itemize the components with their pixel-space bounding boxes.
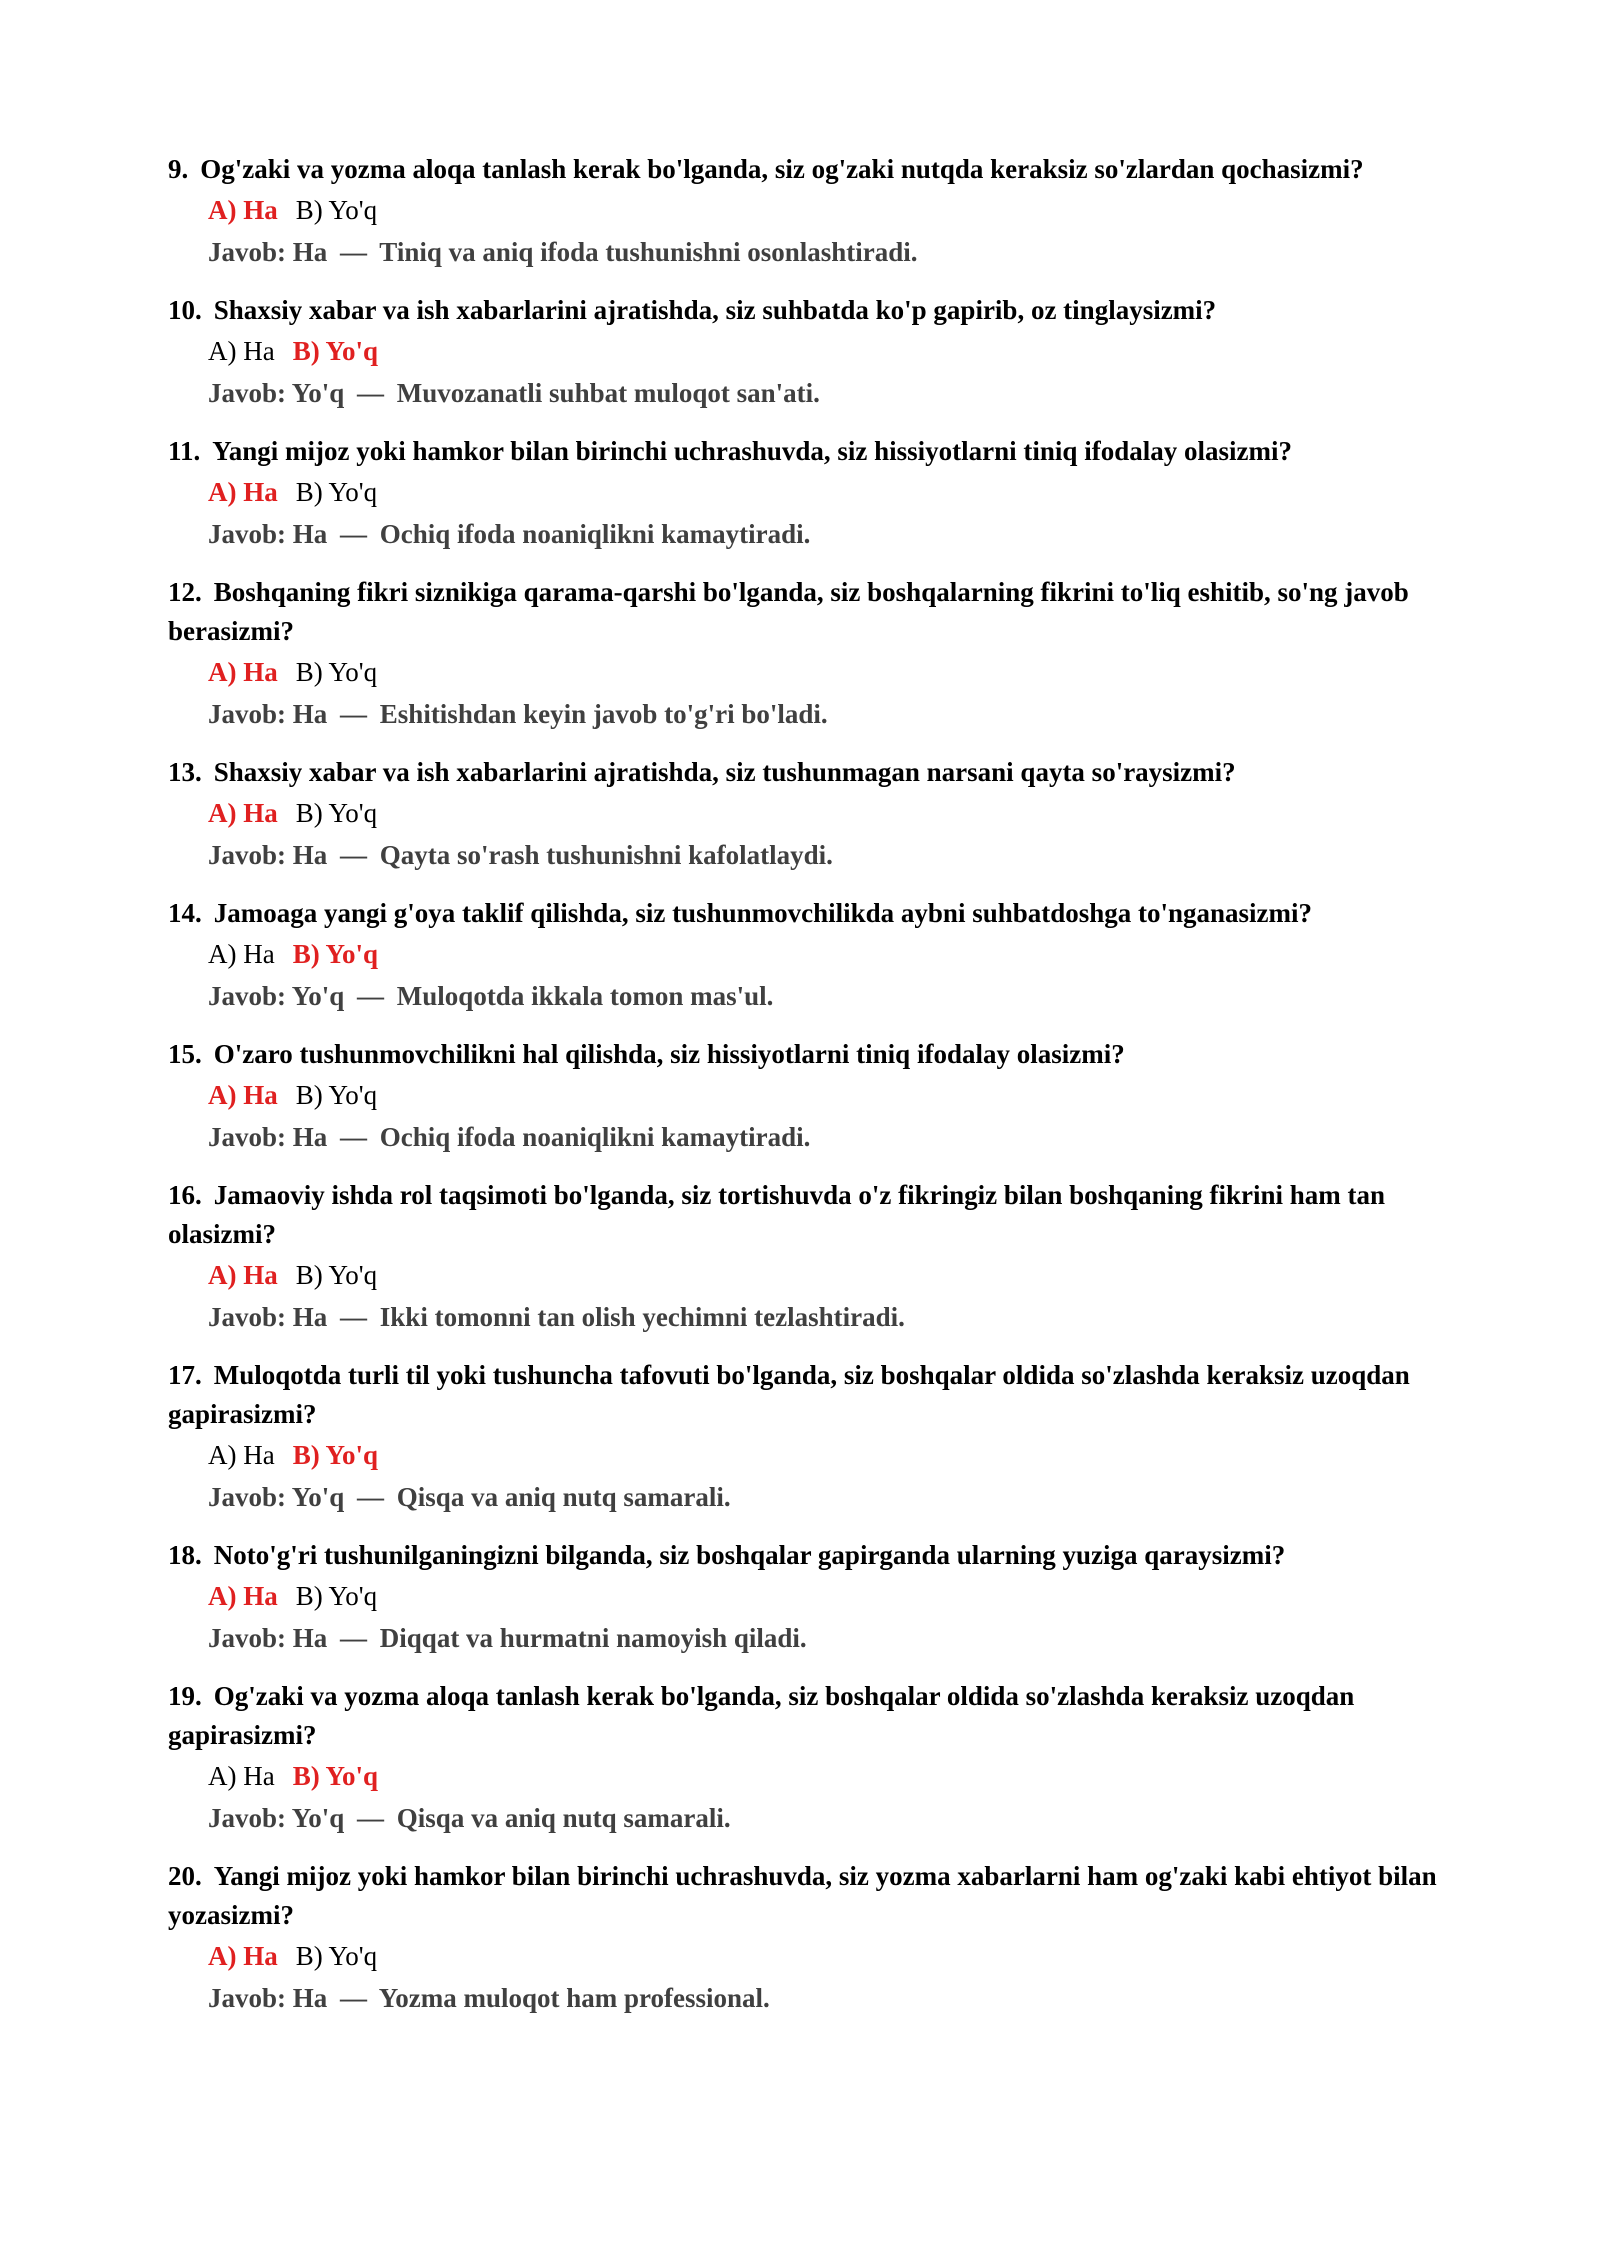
answer-value: Yo'q — [291, 1803, 345, 1833]
question-body: Muloqotda turli til yoki tushuncha tafovuti bo'lganda, siz boshqalar oldida so'zlashda keraksiz uzoqdan gapirasizmi? — [168, 1360, 1410, 1429]
answer-options — [208, 1074, 1458, 1116]
answer-line — [208, 693, 1458, 735]
answer-line — [208, 231, 1458, 273]
option-correct: B) Yo'q — [292, 1761, 379, 1791]
answer-options — [208, 1575, 1458, 1617]
answer-line — [208, 1476, 1458, 1518]
question-item — [168, 1536, 1458, 1659]
option-correct: A) Ha — [208, 477, 278, 507]
answer-prefix: Javob: — [208, 378, 287, 408]
answer-line — [208, 372, 1458, 414]
question-body: Jamaoviy ishda rol taqsimoti bo'lganda, siz tortishuvda o'z fikringiz bilan boshqaning fikrini ham tan olasizmi? — [168, 1180, 1385, 1249]
answer-value: Yo'q — [291, 981, 345, 1011]
question-text — [168, 894, 1458, 933]
answer-prefix: Javob: — [208, 840, 287, 870]
answer-value: Ha — [292, 699, 328, 729]
question-body: Og'zaki va yozma aloqa tanlash kerak bo'lganda, siz boshqalar oldida so'zlashda keraksiz uzoqdan gapirasizmi? — [168, 1681, 1355, 1750]
question-number: 9. — [168, 154, 189, 184]
answer-dash: — — [340, 519, 368, 549]
question-item — [168, 291, 1458, 414]
answer-prefix: Javob: — [208, 1623, 287, 1653]
answer-options — [208, 1254, 1458, 1296]
question-item — [168, 1356, 1458, 1518]
question-text — [168, 432, 1458, 471]
question-item — [168, 1035, 1458, 1158]
answer-value: Yo'q — [291, 378, 345, 408]
answer-value: Ha — [292, 1302, 328, 1332]
answer-value: Ha — [292, 840, 328, 870]
answer-prefix: Javob: — [208, 1983, 287, 2013]
answer-options — [208, 1935, 1458, 1977]
answer-options — [208, 651, 1458, 693]
option: B) Yo'q — [295, 1941, 378, 1971]
answer-explanation: Tiniq va aniq ifoda tushunishni osonlashtiradi. — [379, 237, 918, 267]
answer-options — [208, 471, 1458, 513]
question-body: Shaxsiy xabar va ish xabarlarini ajratishda, siz suhbatda ko'p gapirib, oz tinglaysizmi? — [213, 295, 1217, 325]
answer-explanation: Diqqat va hurmatni namoyish qiladi. — [379, 1623, 807, 1653]
question-text — [168, 291, 1458, 330]
option: A) Ha — [208, 1440, 275, 1470]
question-number: 20. — [168, 1861, 202, 1891]
answer-explanation: Eshitishdan keyin javob to'g'ri bo'ladi. — [379, 699, 828, 729]
answer-prefix: Javob: — [208, 1482, 287, 1512]
answer-line — [208, 975, 1458, 1017]
question-item — [168, 753, 1458, 876]
answer-explanation: Yozma muloqot ham professional. — [378, 1983, 770, 2013]
question-number: 15. — [168, 1039, 202, 1069]
answer-line — [208, 834, 1458, 876]
option: B) Yo'q — [295, 1581, 378, 1611]
answer-dash: — — [340, 1623, 368, 1653]
option-correct: A) Ha — [208, 1260, 278, 1290]
question-item — [168, 573, 1458, 735]
option-correct: B) Yo'q — [292, 1440, 379, 1470]
answer-dash: — — [340, 1302, 368, 1332]
answer-line — [208, 1296, 1458, 1338]
answer-prefix: Javob: — [208, 699, 287, 729]
answer-dash: — — [357, 981, 385, 1011]
answer-value: Ha — [292, 1983, 328, 2013]
question-text — [168, 753, 1458, 792]
question-number: 18. — [168, 1540, 202, 1570]
option: B) Yo'q — [295, 1080, 378, 1110]
answer-prefix: Javob: — [208, 1302, 287, 1332]
option-correct: B) Yo'q — [292, 336, 379, 366]
answer-dash: — — [357, 1482, 385, 1512]
answer-options — [208, 792, 1458, 834]
question-text — [168, 1677, 1458, 1755]
question-number: 12. — [168, 577, 202, 607]
question-number: 10. — [168, 295, 202, 325]
question-text — [168, 150, 1458, 189]
question-body: O'zaro tushunmovchilikni hal qilishda, siz hissiyotlarni tiniq ifodalay olasizmi? — [213, 1039, 1125, 1069]
option-correct: A) Ha — [208, 1080, 278, 1110]
answer-prefix: Javob: — [208, 981, 287, 1011]
question-body: Yangi mijoz yoki hamkor bilan birinchi uchrashuvda, siz hissiyotlarni tiniq ifodalay olasizmi? — [212, 436, 1292, 466]
question-body: Shaxsiy xabar va ish xabarlarini ajratishda, siz tushunmagan narsani qayta so'raysizmi? — [213, 757, 1236, 787]
question-list — [168, 150, 1458, 2037]
question-text — [168, 573, 1458, 651]
question-number: 11. — [168, 436, 201, 466]
answer-options — [208, 1755, 1458, 1797]
answer-dash: — — [340, 1122, 368, 1152]
answer-line — [208, 1116, 1458, 1158]
question-item — [168, 432, 1458, 555]
answer-line — [208, 1977, 1458, 2019]
question-body: Jamoaga yangi g'oya taklif qilishda, siz tushunmovchilikda aybni suhbatdoshga to'nganasizmi? — [213, 898, 1313, 928]
option: A) Ha — [208, 336, 275, 366]
answer-dash: — — [340, 1983, 368, 2013]
option: B) Yo'q — [295, 798, 378, 828]
option-correct: A) Ha — [208, 195, 278, 225]
question-text — [168, 1536, 1458, 1575]
answer-explanation: Ikki tomonni tan olish yechimni tezlashtiradi. — [379, 1302, 905, 1332]
option-correct: B) Yo'q — [292, 939, 379, 969]
option: B) Yo'q — [295, 657, 378, 687]
answer-explanation: Ochiq ifoda noaniqlikni kamaytiradi. — [379, 519, 811, 549]
question-item — [168, 1677, 1458, 1839]
answer-explanation: Ochiq ifoda noaniqlikni kamaytiradi. — [379, 1122, 811, 1152]
question-item — [168, 894, 1458, 1017]
option-correct: A) Ha — [208, 1581, 278, 1611]
option: B) Yo'q — [295, 477, 378, 507]
question-body: Noto'g'ri tushunilganingizni bilganda, siz boshqalar gapirganda ularning yuziga qaraysizmi? — [213, 1540, 1286, 1570]
answer-value: Ha — [292, 237, 328, 267]
question-text — [168, 1356, 1458, 1434]
question-item — [168, 1176, 1458, 1338]
question-text — [168, 1857, 1458, 1935]
answer-explanation: Qisqa va aniq nutq samarali. — [396, 1482, 731, 1512]
option-correct: A) Ha — [208, 798, 278, 828]
answer-options — [208, 1434, 1458, 1476]
answer-value: Yo'q — [291, 1482, 345, 1512]
question-number: 14. — [168, 898, 202, 928]
answer-value: Ha — [292, 519, 328, 549]
answer-prefix: Javob: — [208, 519, 287, 549]
question-body: Og'zaki va yozma aloqa tanlash kerak bo'lganda, siz og'zaki nutqda keraksiz so'zlardan qochasizmi? — [200, 154, 1364, 184]
answer-dash: — — [357, 378, 385, 408]
question-text — [168, 1176, 1458, 1254]
answer-options — [208, 189, 1458, 231]
answer-dash: — — [340, 699, 368, 729]
option: A) Ha — [208, 1761, 275, 1791]
question-body: Yangi mijoz yoki hamkor bilan birinchi uchrashuvda, siz yozma xabarlarni ham og'zaki kabi ehtiyot bilan yozasizmi? — [168, 1861, 1437, 1930]
option-correct: A) Ha — [208, 657, 278, 687]
answer-line — [208, 513, 1458, 555]
answer-explanation: Muvozanatli suhbat muloqot san'ati. — [396, 378, 820, 408]
answer-line — [208, 1617, 1458, 1659]
option: A) Ha — [208, 939, 275, 969]
answer-value: Ha — [292, 1122, 328, 1152]
question-number: 19. — [168, 1681, 202, 1711]
question-item — [168, 1857, 1458, 2019]
question-number: 17. — [168, 1360, 202, 1390]
answer-dash: — — [340, 840, 368, 870]
question-body: Boshqaning fikri siznikiga qarama-qarshi bo'lganda, siz boshqalarning fikrini to'liq eshitib, so'ng javob berasizmi? — [168, 577, 1409, 646]
question-text — [168, 1035, 1458, 1074]
answer-options — [208, 933, 1458, 975]
option: B) Yo'q — [295, 195, 378, 225]
answer-line — [208, 1797, 1458, 1839]
answer-value: Ha — [292, 1623, 328, 1653]
answer-explanation: Qisqa va aniq nutq samarali. — [396, 1803, 731, 1833]
answer-prefix: Javob: — [208, 1803, 287, 1833]
answer-explanation: Qayta so'rash tushunishni kafolatlaydi. — [379, 840, 833, 870]
answer-explanation: Muloqotda ikkala tomon mas'ul. — [396, 981, 774, 1011]
answer-prefix: Javob: — [208, 1122, 287, 1152]
question-number: 16. — [168, 1180, 202, 1210]
answer-prefix: Javob: — [208, 237, 287, 267]
answer-options — [208, 330, 1458, 372]
option-correct: A) Ha — [208, 1941, 278, 1971]
question-item — [168, 150, 1458, 273]
option: B) Yo'q — [295, 1260, 378, 1290]
answer-dash: — — [357, 1803, 385, 1833]
question-number: 13. — [168, 757, 202, 787]
answer-dash: — — [340, 237, 368, 267]
